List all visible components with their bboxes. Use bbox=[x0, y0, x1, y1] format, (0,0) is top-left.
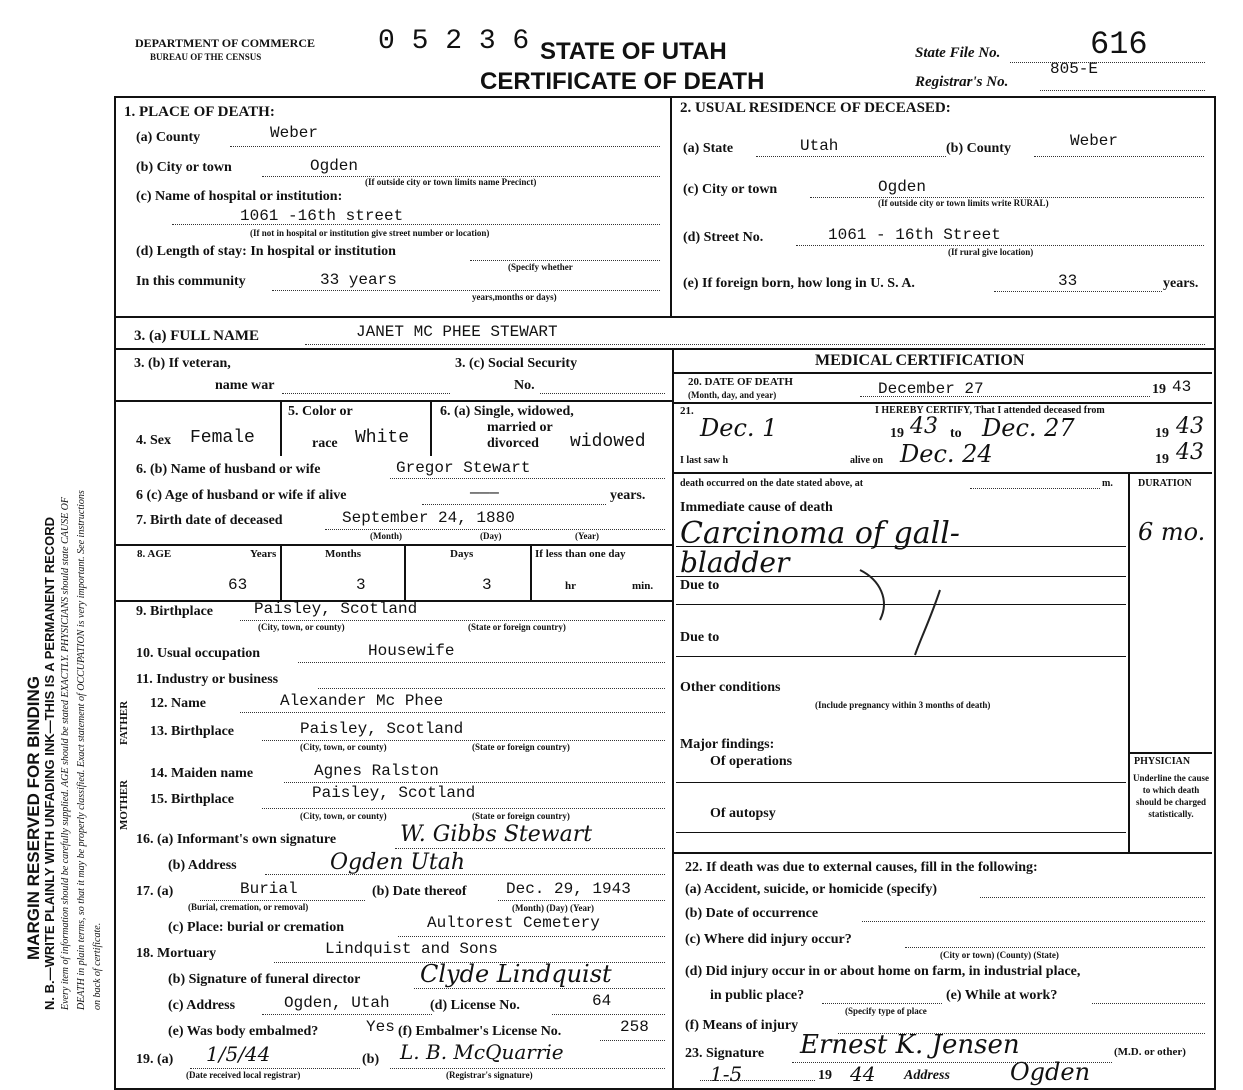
burial-date-value: Dec. 29, 1943 bbox=[506, 880, 631, 898]
birthplace-note-2: (State or foreign country) bbox=[468, 622, 566, 632]
state-title: STATE OF UTAH bbox=[540, 38, 727, 65]
last-saw-year-prefix: 19 bbox=[1155, 452, 1169, 467]
race-label: race bbox=[312, 436, 338, 451]
birth-year-note: (Year) bbox=[575, 531, 599, 541]
age-months-label: Months bbox=[325, 548, 362, 560]
license-label: (d) License No. bbox=[430, 998, 520, 1013]
age-years-label: Years bbox=[250, 548, 277, 560]
signature-label: 23. Signature bbox=[685, 1046, 765, 1061]
other-conditions-note: (Include pregnancy within 3 months of death) bbox=[815, 700, 991, 710]
burial-place-value: Aultorest Cemetery bbox=[427, 914, 600, 932]
age-days-label: Days bbox=[450, 548, 474, 560]
cause-cross-out bbox=[820, 560, 960, 660]
signature-year: 44 bbox=[850, 1062, 876, 1086]
signature-addr-value: Ogden bbox=[1010, 1058, 1091, 1086]
marital-value: widowed bbox=[570, 432, 646, 452]
spouse-age-unit: years. bbox=[610, 488, 646, 503]
father-birthplace-value: Paisley, Scotland bbox=[300, 720, 464, 738]
external-c-label: (c) Where did injury occur? bbox=[685, 932, 852, 947]
state-file-no: 616 bbox=[1090, 26, 1148, 63]
pod-hospital-value: 1061 -16th street bbox=[240, 207, 404, 225]
pod-hospital-label: (c) Name of hospital or institution: bbox=[136, 189, 343, 204]
mother-birthplace-value: Paisley, Scotland bbox=[312, 784, 476, 802]
res-county-value: Weber bbox=[1070, 132, 1119, 150]
date-of-death-label: 20. DATE OF DEATH bbox=[688, 376, 793, 388]
pod-city-note: (If outside city or town limits name Precinct) bbox=[365, 177, 537, 187]
marital-label-3: divorced bbox=[487, 436, 539, 451]
certify-num: 21. bbox=[680, 405, 694, 417]
date-of-death-year: 43 bbox=[1172, 378, 1192, 396]
registrar-label: Registrar's No. bbox=[915, 74, 1009, 90]
signature-year-prefix: 19 bbox=[818, 1068, 832, 1083]
attended-to-year-prefix: 19 bbox=[1155, 426, 1169, 441]
birthplace-value: Paisley, Scotland bbox=[254, 600, 418, 618]
last-saw-year: 43 bbox=[1176, 440, 1204, 465]
director-label: (b) Signature of funeral director bbox=[168, 972, 361, 987]
race-value: White bbox=[355, 428, 410, 448]
received-note: (Date received local registrar) bbox=[186, 1070, 301, 1080]
res-county-label: (b) County bbox=[946, 141, 1011, 156]
registrar-no: 805-E bbox=[1050, 60, 1099, 78]
marital-label-2: married or bbox=[487, 420, 553, 435]
res-city-value: Ogden bbox=[878, 178, 927, 196]
res-state-value: Utah bbox=[800, 137, 839, 155]
embalmed-label: (e) Was body embalmed? bbox=[168, 1024, 319, 1039]
marital-label: 6. (a) Single, widowed, bbox=[440, 404, 574, 419]
last-saw-mid: alive on bbox=[850, 455, 884, 466]
external-d-note: (Specify type of place bbox=[845, 1006, 927, 1016]
father-name-value: Alexander Mc Phee bbox=[280, 692, 444, 710]
mortuary-value: Lindquist and Sons bbox=[325, 940, 498, 958]
sex-label: 4. Sex bbox=[136, 433, 171, 448]
external-d-label: (d) Did injury occur in or about home on farm, in industrial place, bbox=[685, 964, 1081, 979]
color-label: 5. Color or bbox=[288, 404, 353, 419]
received-value: 1/5/44 bbox=[206, 1042, 271, 1066]
ss-no-label: No. bbox=[514, 378, 535, 393]
pod-stay-note: (Specify whether bbox=[508, 262, 573, 272]
physician-head: PHYSICIAN bbox=[1134, 756, 1191, 767]
external-d2-label: in public place? bbox=[710, 988, 805, 1003]
signature-suffix: (M.D. or other) bbox=[1114, 1046, 1186, 1058]
pod-hospital-note: (If not in hospital or institution give street number or location) bbox=[250, 228, 490, 238]
external-a-label: (a) Accident, suicide, or homicide (specify) bbox=[685, 882, 938, 897]
due-to-2-label: Due to bbox=[680, 630, 720, 645]
birth-month-note: (Month) bbox=[370, 531, 402, 541]
informant-sig-label: 16. (a) Informant's own signature bbox=[136, 832, 337, 847]
duration-value: 6 mo. bbox=[1138, 518, 1206, 546]
spouse-value: Gregor Stewart bbox=[396, 459, 531, 477]
physician-note: Underline the cause to which death should be charged statistically. bbox=[1133, 773, 1209, 819]
attended-to-year: 43 bbox=[1176, 414, 1204, 439]
margin-instructions-1: Every item of information should be carefully supplied. AGE should be stated EXACTLY. PHYSICIANS should state CAUSE OF bbox=[60, 496, 71, 1010]
attended-from-value: Dec. 1 bbox=[700, 414, 778, 442]
margin-write-plainly: N. B.—WRITE PLAINLY WITH UNFADING INK—THIS IS A PERMANENT RECORD bbox=[42, 516, 57, 1010]
age-months-value: 3 bbox=[356, 576, 366, 594]
registrar-sig-label: (b) bbox=[362, 1052, 380, 1067]
attended-from-year-prefix: 19 bbox=[890, 426, 904, 441]
pod-community-note: years,months or days) bbox=[472, 292, 557, 302]
birthplace-label: 9. Birthplace bbox=[136, 604, 213, 619]
res-foreign-unit: years. bbox=[1163, 276, 1199, 291]
stamp-number: 0 5 2 3 6 bbox=[378, 26, 530, 57]
war-label: name war bbox=[215, 378, 275, 393]
last-saw-value: Dec. 24 bbox=[900, 440, 993, 468]
date-of-death-note: (Month, day, and year) bbox=[688, 390, 777, 400]
industry-label: 11. Industry or business bbox=[136, 672, 279, 687]
informant-signature: W. Gibbs Stewart bbox=[400, 822, 593, 847]
last-saw-label: I last saw h bbox=[680, 455, 729, 466]
age-years-value: 63 bbox=[228, 576, 248, 594]
embalmer-value: 258 bbox=[620, 1018, 649, 1036]
mortuary-label: 18. Mortuary bbox=[136, 946, 217, 961]
full-name-value: JANET MC PHEE STEWART bbox=[356, 323, 558, 341]
residence-heading: 2. USUAL RESIDENCE OF DECEASED: bbox=[680, 100, 951, 116]
embalmed-value: Yes bbox=[366, 1018, 395, 1036]
res-foreign-value: 33 bbox=[1058, 272, 1078, 290]
mother-name-value: Agnes Ralston bbox=[314, 762, 439, 780]
department-label: DEPARTMENT OF COMMERCE bbox=[135, 36, 316, 50]
occurred-label: death occurred on the date stated above, at bbox=[680, 478, 864, 489]
father-bp-note-2: (State or foreign country) bbox=[472, 742, 570, 752]
spouse-label: 6. (b) Name of husband or wife bbox=[136, 462, 321, 477]
external-c-note: (City or town) (County) (State) bbox=[940, 950, 1059, 960]
date-of-death-year-prefix: 19 bbox=[1152, 382, 1166, 397]
attended-to-label: to bbox=[950, 426, 962, 441]
res-street-label: (d) Street No. bbox=[683, 230, 764, 245]
other-conditions-label: Other conditions bbox=[680, 680, 781, 695]
external-e-label: (e) While at work? bbox=[946, 988, 1058, 1003]
burial-note: (Burial, cremation, or removal) bbox=[188, 902, 309, 912]
mother-birthplace-label: 15. Birthplace bbox=[150, 792, 234, 807]
burial-place-label: (c) Place: burial or cremation bbox=[168, 920, 344, 935]
physician-signature: Ernest K. Jensen bbox=[800, 1030, 1020, 1060]
occurred-m-label: m. bbox=[1102, 478, 1113, 489]
pod-stay-label: (d) Length of stay: In hospital or institution bbox=[136, 244, 396, 259]
state-file-label: State File No. bbox=[915, 45, 1001, 61]
veteran-label: 3. (b) If veteran, bbox=[134, 356, 231, 371]
place-of-death-heading: 1. PLACE OF DEATH: bbox=[124, 104, 275, 120]
of-operations-label: Of operations bbox=[710, 754, 793, 769]
of-autopsy-label: Of autopsy bbox=[710, 806, 776, 821]
burial-value: Burial bbox=[240, 880, 298, 898]
registrar-sig-note: (Registrar's signature) bbox=[446, 1070, 533, 1080]
received-label: 19. (a) bbox=[136, 1052, 174, 1067]
res-state-label: (a) State bbox=[683, 141, 734, 156]
margin-instructions-2: DEATH in plain terms, so that it may be properly classified. Exact statement of OCCUPATION is very important. See instructions bbox=[76, 490, 87, 1010]
birth-day-note: (Day) bbox=[480, 531, 502, 541]
age-min-label: min. bbox=[632, 580, 654, 592]
age-days-value: 3 bbox=[482, 576, 492, 594]
mother-tag: MOTHER bbox=[118, 779, 130, 830]
pod-community-label: In this community bbox=[136, 274, 246, 289]
certify-text: I HEREBY CERTIFY, That I attended deceased from bbox=[875, 405, 1105, 416]
date-of-death-value: December 27 bbox=[878, 380, 984, 398]
mortuary-addr-label: (c) Address bbox=[168, 998, 236, 1013]
pod-city-label: (b) City or town bbox=[136, 160, 232, 175]
signature-date: 1-5 bbox=[710, 1062, 743, 1086]
birthplace-note-1: (City, town, or county) bbox=[258, 622, 345, 632]
res-foreign-label: (e) If foreign born, how long in U. S. A. bbox=[683, 276, 915, 291]
duration-label: DURATION bbox=[1138, 478, 1192, 489]
bureau-label: BUREAU OF THE CENSUS bbox=[150, 52, 262, 62]
mortuary-addr-value: Ogden, Utah bbox=[284, 994, 390, 1012]
occupation-label: 10. Usual occupation bbox=[136, 646, 261, 661]
res-street-note: (If rural give location) bbox=[948, 247, 1034, 257]
signature-addr-label: Address bbox=[904, 1068, 950, 1083]
informant-addr-label: (b) Address bbox=[168, 858, 237, 873]
mother-name-label: 14. Maiden name bbox=[150, 766, 254, 781]
spouse-age-label: 6 (c) Age of husband or wife if alive bbox=[136, 488, 347, 503]
cause-line-2: bladder bbox=[680, 546, 790, 579]
embalmer-label: (f) Embalmer's License No. bbox=[398, 1024, 562, 1039]
ss-label: 3. (c) Social Security bbox=[455, 356, 578, 371]
registrar-signature: L. B. McQuarrie bbox=[400, 1040, 564, 1064]
external-b-label: (b) Date of occurrence bbox=[685, 906, 819, 921]
medical-heading: MEDICAL CERTIFICATION bbox=[815, 352, 1025, 369]
due-to-1-label: Due to bbox=[680, 578, 720, 593]
res-city-label: (c) City or town bbox=[683, 182, 778, 197]
res-street-value: 1061 - 16th Street bbox=[828, 226, 1001, 244]
birth-date-label: 7. Birth date of deceased bbox=[136, 513, 283, 528]
certificate-title: CERTIFICATE OF DEATH bbox=[480, 68, 765, 95]
father-name-label: 12. Name bbox=[150, 696, 206, 711]
margin-binding: MARGIN RESERVED FOR BINDING bbox=[24, 676, 43, 960]
birth-date-value: September 24, 1880 bbox=[342, 509, 515, 527]
margin-instructions-3: on back of certificate. bbox=[92, 922, 103, 1010]
age-label: 8. AGE bbox=[137, 548, 172, 560]
pod-city-value: Ogden bbox=[310, 157, 359, 175]
full-name-label: 3. (a) FULL NAME bbox=[134, 328, 259, 344]
burial-label: 17. (a) bbox=[136, 884, 174, 899]
burial-date-note: (Month) (Day) (Year) bbox=[512, 903, 594, 913]
pod-community-value: 33 years bbox=[320, 271, 397, 289]
attended-from-year: 43 bbox=[910, 414, 938, 439]
age-less-label: If less than one day bbox=[535, 548, 626, 560]
cause-label: Immediate cause of death bbox=[680, 500, 833, 515]
cause-line-1: Carcinoma of gall- bbox=[680, 516, 960, 551]
father-tag: FATHER bbox=[118, 700, 130, 745]
informant-addr-value: Ogden Utah bbox=[330, 850, 466, 875]
major-findings-label: Major findings: bbox=[680, 737, 775, 752]
mother-bp-note-1: (City, town, or county) bbox=[300, 811, 387, 821]
burial-date-label: (b) Date thereof bbox=[372, 884, 467, 899]
sex-value: Female bbox=[190, 428, 255, 448]
director-signature: Clyde Lindquist bbox=[420, 960, 612, 988]
father-birthplace-label: 13. Birthplace bbox=[150, 724, 234, 739]
license-value: 64 bbox=[592, 992, 612, 1010]
occupation-value: Housewife bbox=[368, 642, 455, 660]
pod-county-value: Weber bbox=[270, 124, 319, 142]
res-city-note: (If outside city or town limits write RURAL) bbox=[878, 198, 1049, 208]
attended-to-value: Dec. 27 bbox=[982, 414, 1075, 442]
spouse-age-value: ——— bbox=[470, 484, 499, 502]
external-heading: 22. If death was due to external causes, fill in the following: bbox=[685, 860, 1038, 875]
pod-county-label: (a) County bbox=[136, 130, 201, 145]
external-f-label: (f) Means of injury bbox=[685, 1018, 799, 1033]
mother-bp-note-2: (State or foreign country) bbox=[472, 811, 570, 821]
father-bp-note-1: (City, town, or county) bbox=[300, 742, 387, 752]
age-hr-label: hr bbox=[565, 580, 576, 592]
